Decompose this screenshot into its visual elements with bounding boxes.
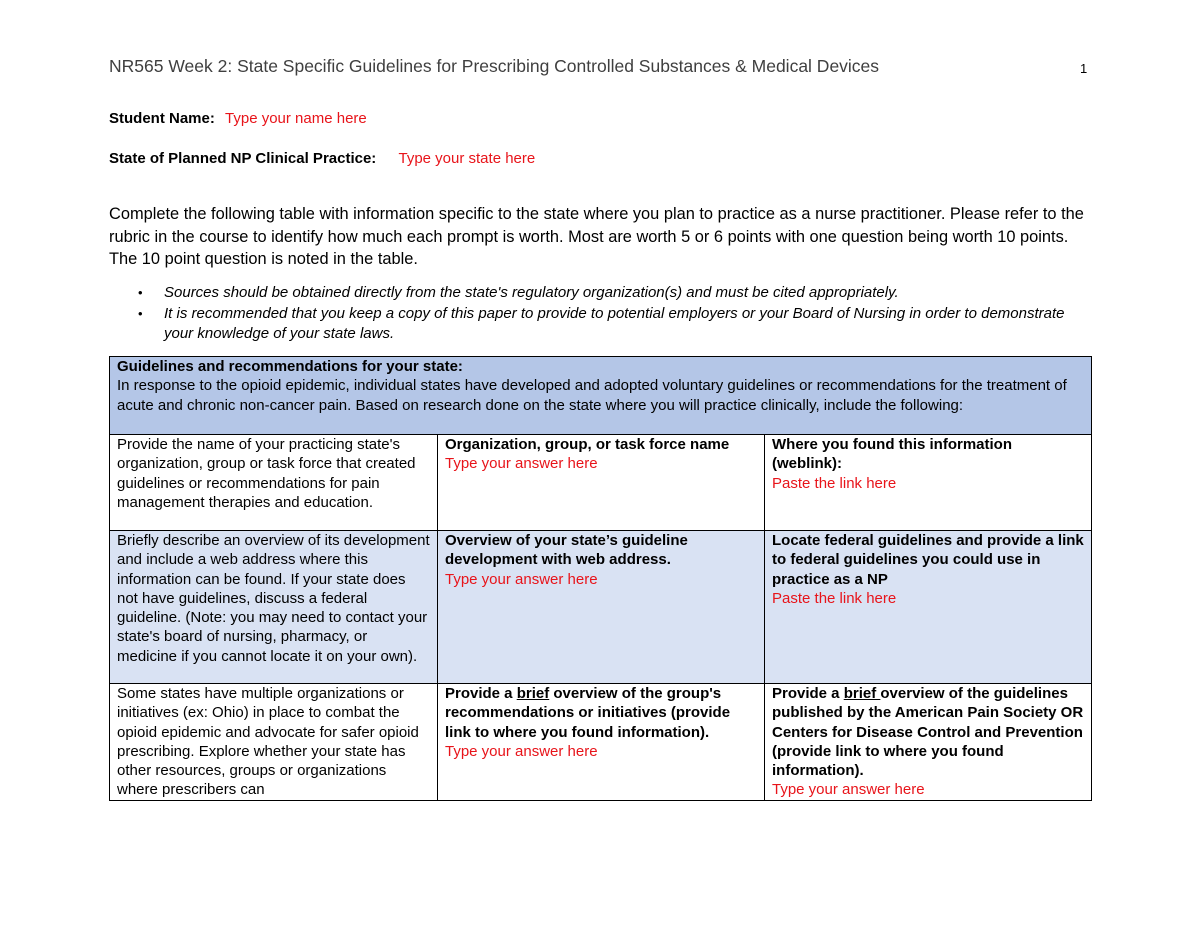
- bullet-item: [109, 304, 1089, 345]
- student-name-field[interactable]: Type your name here: [225, 110, 367, 127]
- row2-federal-link-field[interactable]: Paste the link here: [772, 589, 897, 607]
- student-name-label: Student Name:: [109, 110, 215, 127]
- bullet-icon: •: [138, 285, 143, 300]
- row3-guidelines-cell: [765, 684, 1092, 801]
- student-name-row: [109, 110, 367, 127]
- row1-link-field[interactable]: Paste the link here: [772, 474, 897, 492]
- row3-groups-heading-pre: Provide a: [445, 685, 517, 702]
- state-row: [109, 150, 535, 167]
- bullet-icon: •: [138, 305, 143, 321]
- row3-groups-heading-post: overview of the group's recommendations or initiatives (provide link to where you found information).: [445, 685, 731, 741]
- table-header-text: In response to the opioid epidemic, individual states have developed and adopted voluntary guidelines or recommendations for the treatment of acute and chronic non-cancer pain. Based on research done on the state where you will practice clinically, include the following:: [117, 377, 1067, 414]
- table-row: [110, 435, 1092, 531]
- row3-groups-heading-underline: brief: [516, 685, 550, 702]
- row3-guidelines-heading-pre: Provide a: [772, 685, 844, 702]
- bullet-text: Sources should be obtained directly from the state's regulatory organization(s) and must be cited appropriately.: [164, 284, 899, 301]
- state-field[interactable]: Type your state here: [398, 150, 536, 167]
- page-header-title: NR565 Week 2: State Specific Guidelines for Prescribing Controlled Substances & Medical Devices: [109, 56, 880, 76]
- guidelines-table: [109, 356, 1092, 801]
- row2-overview-heading: Overview of your state’s guideline development with web address.: [445, 532, 688, 569]
- row1-prompt: Provide the name of your practicing state's organization, group or task force that created guidelines or recommendations for pain management therapies and education.: [110, 435, 438, 531]
- row2-prompt: Briefly describe an overview of its development and include a web address where this information can be found. If your state does not have guidelines, discuss a federal guideline. (Note: you may need to contact your state's board of nursing, pharmacy, or medicine if you cannot locate it on your own).: [110, 531, 438, 684]
- table-row: [110, 684, 1092, 801]
- page-number: 1: [1080, 61, 1088, 76]
- instructions-paragraph: Complete the following table with information specific to the state where you plan to practice as a nurse practitioner. Please refer to the rubric in the course to identify how much each prompt is worth. Most are worth 5 or 6 points with one question being worth 10 points. The 10 point question is noted in the table.: [109, 205, 1084, 268]
- row1-org-heading: Organization, group, or task force name: [445, 436, 730, 453]
- row1-link-cell: [765, 435, 1092, 531]
- row3-guidelines-heading: [772, 684, 1084, 780]
- bullet-item: [109, 283, 1089, 304]
- row3-groups-cell: [438, 684, 765, 801]
- row1-org-cell: [438, 435, 765, 531]
- table-row: [110, 531, 1092, 684]
- table-header-title: Guidelines and recommendations for your state:: [117, 358, 463, 375]
- row3-groups-answer-field[interactable]: Type your answer here: [445, 742, 598, 760]
- row3-prompt: Some states have multiple organizations or initiatives (ex: Ohio) in place to combat the opioid epidemic and advocate for safer opioid prescribing. Explore whether your state has other resources, groups or organizations where prescribers can: [110, 684, 438, 801]
- row1-link-heading: Where you found this information (weblink):: [772, 436, 1012, 473]
- table-header-cell: [110, 357, 1092, 435]
- row2-federal-cell: [765, 531, 1092, 684]
- row1-org-answer-field[interactable]: Type your answer here: [445, 455, 598, 473]
- row3-guidelines-heading-underline: brief: [843, 685, 881, 702]
- row2-overview-cell: [438, 531, 765, 684]
- row3-guidelines-answer-field[interactable]: Type your answer here: [772, 781, 925, 799]
- table-header-row: [110, 357, 1092, 435]
- row3-groups-heading: [445, 684, 757, 742]
- bullet-list: [109, 283, 1089, 345]
- row3-guidelines-heading-post: overview of the guidelines published by the American Pain Society OR Centers for Disease Control and Prevention (provide link to where you found information).: [772, 685, 1084, 780]
- row2-overview-answer-field[interactable]: Type your answer here: [445, 570, 598, 588]
- row2-federal-heading: Locate federal guidelines and provide a link to federal guidelines you could use in practice as a NP: [772, 532, 1084, 588]
- state-label: State of Planned NP Clinical Practice:: [109, 150, 377, 167]
- bullet-text: It is recommended that you keep a copy of this paper to provide to potential employers or your Board of Nursing in order to demonstrate your knowledge of your state laws.: [164, 304, 1065, 342]
